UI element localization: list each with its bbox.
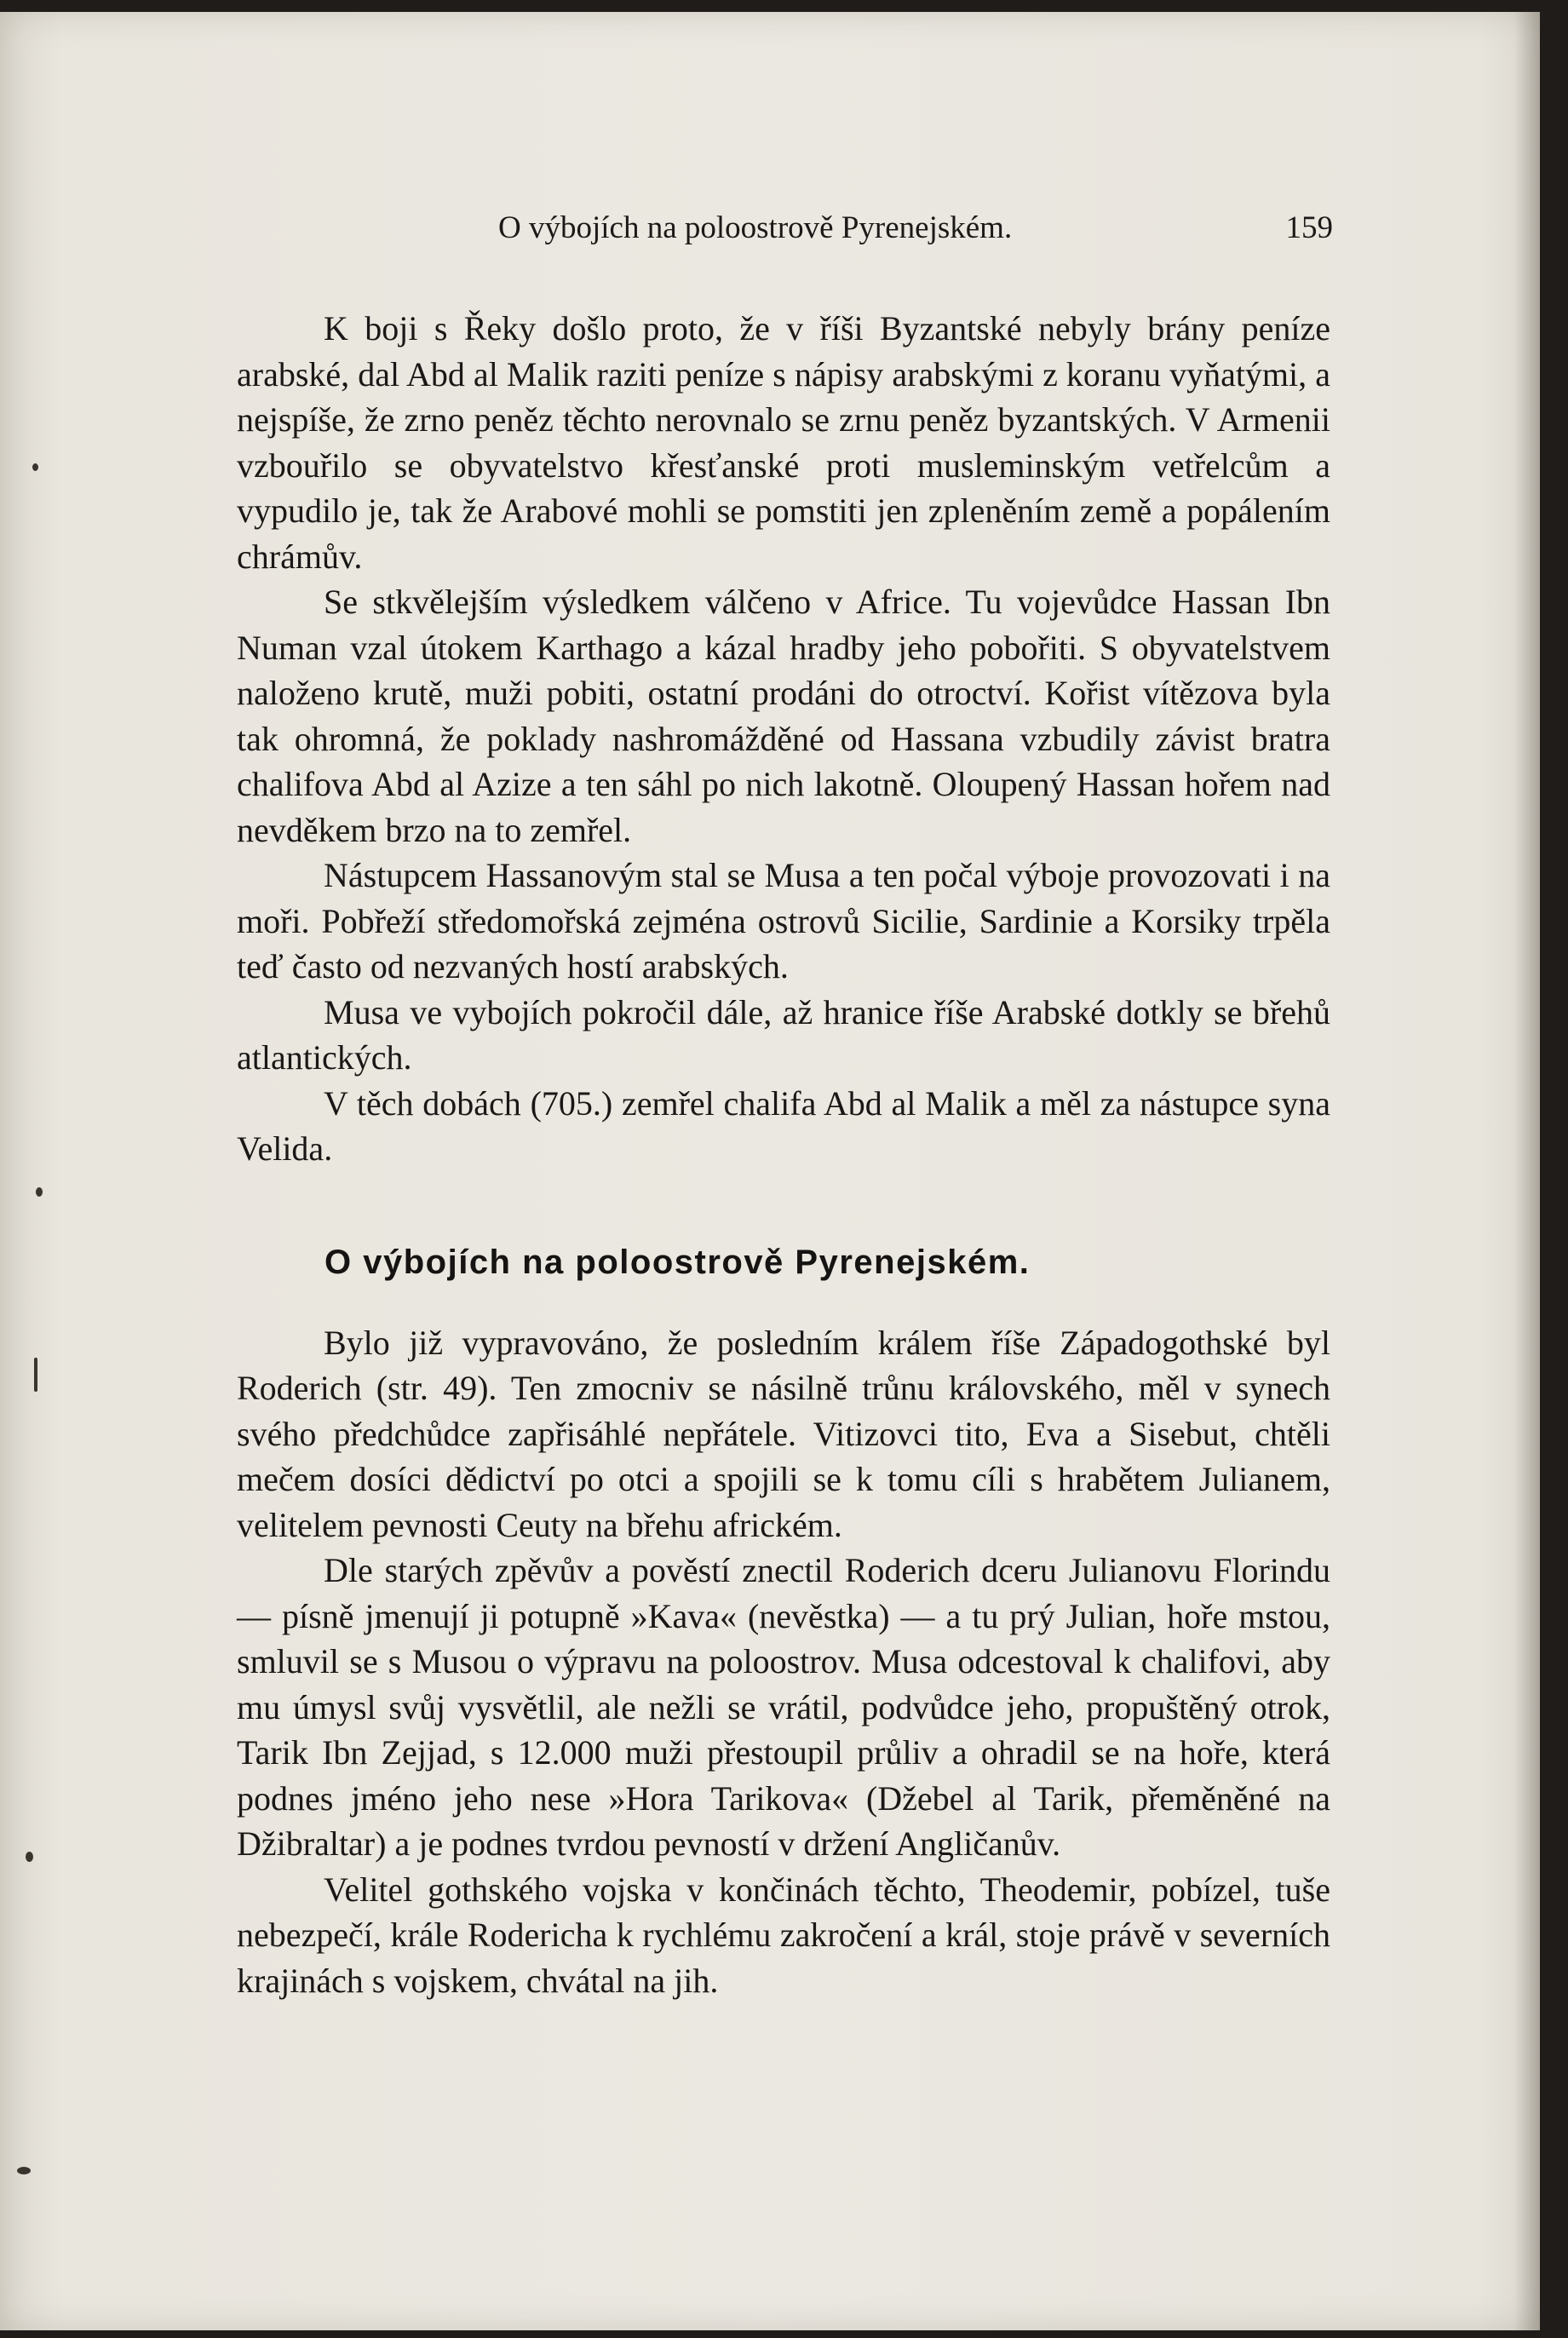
paragraph: Bylo již vypravováno, že posledním králem říše Západogothské byl Roderich (str. 49). Ten zmocniv se násilně trůnu královského, měl v synech svého předchůdce zapřisáhlé nepřátele. Vitizovci tito, Eva a Sisebut, chtěli mečem dosíci dědictví po otci a spojili se k tomu cíli s hrabětem Julianem, velitelem pevnosti Ceuty na břehu africkém. (237, 1323, 1330, 1544)
paragraph: V těch dobách (705.) zemřel chalifa Abd al Malik a měl za nástupce syna Velida. (237, 1083, 1330, 1168)
paragraph: Musa ve vybojích pokročil dále, až hranice říše Arabské dotkly se břehů atlantických. (237, 992, 1330, 1077)
running-head-title: O výbojích na poloostrově Pyrenejském. (498, 210, 1013, 245)
margin-speck (32, 463, 38, 471)
paragraph: Dle starých zpěvův a pověstí znectil Roderich dceru Julianovu Florindu — písně jmenují ji potupně »Kava« (nevěstka) — a tu prý Julian, hoře mstou, smluvil se s Musou o výpravu na poloostrov. Musa odcestoval k chalifovi, aby mu úmysl svůj vysvětlil, ale nežli se vrátil, podvůdce jeho, propuštěný otrok, Tarik Ibn Zejjad, s 12.000 muži přestoupil průliv a ohradil se na hoře, která podnes jméno jeho nese »Hora Tarikova« (Džebel al Tarik, přeměněné na Džibraltar) a je podnes tvrdou pevností v držení Angličanův. (237, 1551, 1330, 1863)
page-edge-shadow (1514, 12, 1540, 2330)
body-text (237, 306, 1330, 2003)
paragraph: Nástupcem Hassanovým stal se Musa a ten počal výboje provozovati i na moři. Pobřeží středomořská zejména ostrovů Sicilie, Sardinie a Korsiky trpěla teď často od nezvaných hostí arabských. (237, 856, 1330, 985)
margin-speck (34, 1358, 37, 1392)
page-number: 159 (1285, 210, 1333, 245)
running-head (498, 210, 1333, 252)
paragraph: K boji s Řeky došlo proto, že v říši Byzantské nebyly brány peníze arabské, dal Abd al Malik raziti peníze s nápisy arabskými z koranu vyňatými, a nejspíše, že zrno peněz těchto nerovnalo se zrnu peněz byzantských. V Armenii vzbouřilo se obyvatelstvo křesťanské proti musleminským vetřelcům a vypudilo je, tak že Arabové mohli se pomstiti jen zpleněním země a popálením chrámův. (237, 309, 1330, 576)
margin-speck (17, 2167, 31, 2174)
paragraph: Velitel gothského vojska v končinách těchto, Theodemir, pobízel, tuše nebezpečí, krále Rodericha k rychlému zakročení a král, stoje právě v severních krajinách s vojskem, chvátal na jih. (237, 1870, 1330, 2000)
book-page (0, 12, 1540, 2330)
section-heading: O výbojích na poloostrově Pyrenejském. (325, 1243, 1031, 1281)
paragraph: Se stkvělejším výsledkem válčeno v Africe. Tu vojevůdce Hassan Ibn Numan vzal útokem Karthago a kázal hradby jeho pobořiti. S obyvatelstvem naloženo krutě, muži pobiti, ostatní prodáni do otroctví. Kořist vítězova byla tak ohromná, že poklady nashromážděné od Hassana vzbudily závist bratra chalifova Abd al Azize a ten sáhl po nich lakotně. Oloupený Hassan hořem nad nevděkem brzo na to zemřel. (237, 583, 1330, 849)
margin-speck (36, 1187, 43, 1197)
margin-speck (26, 1852, 33, 1862)
